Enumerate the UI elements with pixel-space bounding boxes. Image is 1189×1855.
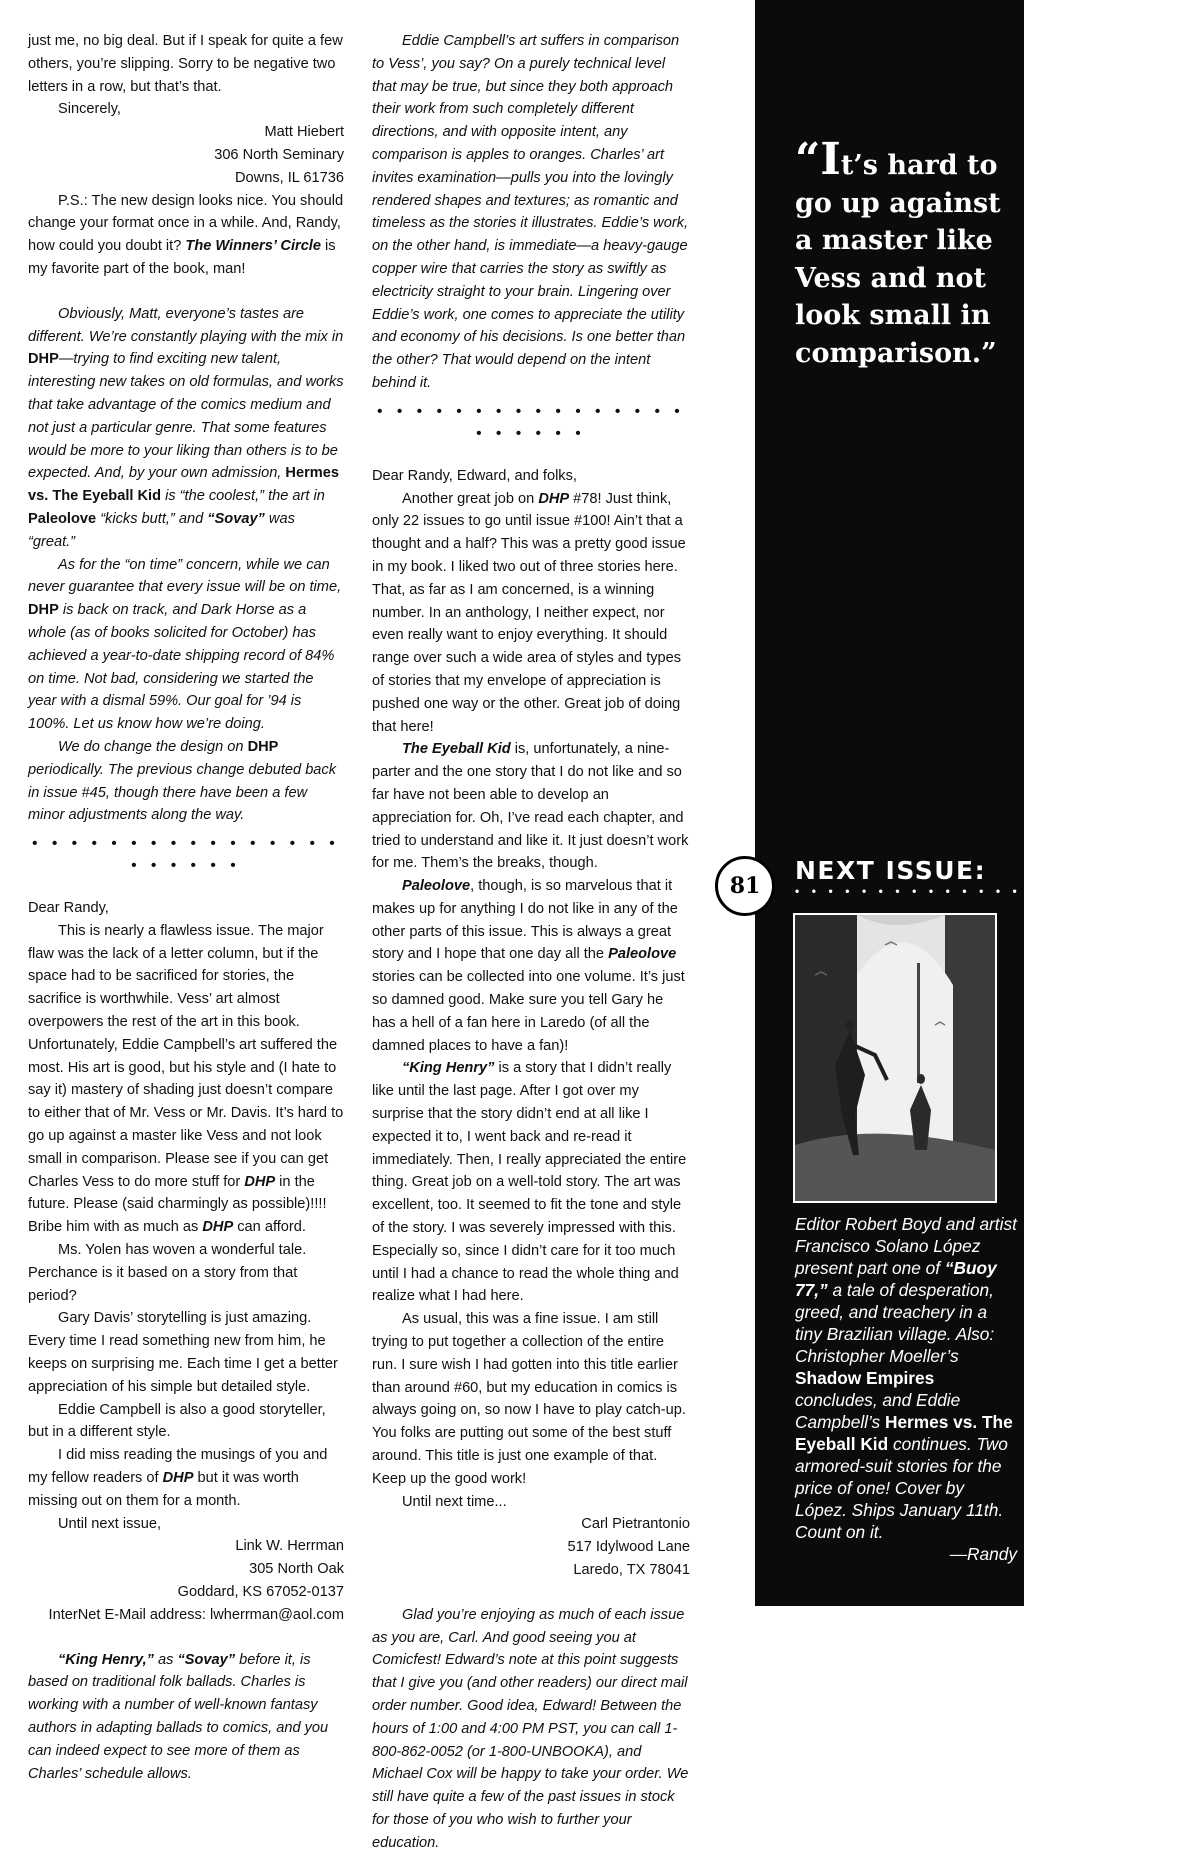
blurb-signature: —Randy <box>949 1544 1017 1564</box>
letter-greeting: Dear Randy, <box>28 900 109 917</box>
letter-text: Ms. Yolen has woven a wonderful tale. Perchance is it based on a story from that period? <box>28 1242 307 1304</box>
sidebar <box>729 0 1189 1606</box>
letters-column-right <box>372 30 690 1855</box>
letter-text: Another great job on DHP #78! Just think, only 22 issues to go until issue #100! Ain’t that a thought and a half? This was a pretty good issue in my book. I liked two out of three stories here. That, as far as I am concerned, is a winning number. In an anthology, I neither expect, nor even really want to enjoy everything. It should range over such a wide area of styles and types of stories that my envelope of appreciation is pushed one way or the other. Great job of doing that here! <box>372 490 686 735</box>
letter-text: I did miss reading the musings of you and my fellow readers of DHP but it was worth missing out on them for a month. <box>28 1447 328 1509</box>
editor-reply: We do change the design on DHP periodically. The previous change debuted back in issue #45, though there have been a few minor adjustments along the way. <box>28 738 337 824</box>
signature-address: Laredo, TX 78041 <box>573 1562 690 1578</box>
signature-address: Goddard, KS 67052-0137 <box>177 1584 344 1600</box>
letter-text: This is nearly a flawless issue. The major flaw was the lack of a letter column, but if the space had to be sacrificed for stories, the sacrifice is worthwhile. Vess’ art almost overpowers the rest of the art in this book. Unfortunately, Eddie Campbell’s art suffered the most. His art is good, but his style and (I hate to say it) mastery of shading just doesn’t compare to either that of Mr. Vess or Mr. Davis. It’s hard to go up against a master like Vess and not look small in comparison. Please see if you can get Charles Vess to do more stuff for DHP in the future. Please (said charmingly as possible)!!!! Bribe him with as much as DHP can afford. <box>28 922 344 1236</box>
dotted-separator: • • • • • • • • • • • • • • • • • • • • • • <box>377 402 685 442</box>
letter-closing: Until next issue, <box>58 1515 162 1532</box>
letter-text: Gary Davis’ storytelling is just amazing. Every time I read something new from him, he keeps on surprising me. Each time I get a better appreciation of his simple but detailed style. <box>28 1310 338 1395</box>
letter-text: The Eyeball Kid is, unfortunately, a nine-parter and the one story that I do not like and so far have not been able to develop an appreciation for. Oh, I’ve read each chapter, and tried to understand and like it. It just doesn’t work for me. Them’s the breaks, though. <box>372 741 689 872</box>
letters-column-left <box>28 30 344 1785</box>
letter-greeting: Dear Randy, Edward, and folks, <box>372 467 577 484</box>
letter-text: “King Henry” is a story that I didn’t really like until the last page. After I got over my surprise that the story didn’t end at all like I expected it to, I went back and re-read it immediately. Then, I really appreciated the entire thing. Great job on a well-told story. The art was excellent, too. It seemed to fit the tone and style of the story. I was severely impressed with this. Especially so, since I didn’t care for it too much until I had a chance to read the whole thing and realize what I had here. <box>372 1060 687 1305</box>
signature-email: InterNet E-Mail address: lwherrman@aol.com <box>48 1606 344 1623</box>
editor-reply: Obviously, Matt, everyone’s tastes are different. We’re constantly playing with the mix in DHP—trying to find exciting new talent, interesting new takes on old formulas, and works that take advantage of the comics medium and not just a particular genre. That some features would be more to your liking than others is to be expected. And, by your own admission, Hermes vs. The Eyeball Kid is “the coolest,” the art in Paleolove “kicks butt,” and “Sovay” was “great.” <box>28 305 344 550</box>
letter-postscript: P.S.: The new design looks nice. You should change your format once in a while. And, Randy, how could you doubt it? The Winners’ Circle is my favorite part of the book, man! <box>28 192 344 277</box>
signature-name: Link W. Herrman <box>235 1538 344 1555</box>
editor-reply: “King Henry,” as “Sovay” before it, is based on traditional folk ballads. Charles is working with a number of well-known fantasy authors in adapting ballads to comics, and you can indeed expect to see more of them as Charles’ schedule allows. <box>28 1651 329 1782</box>
letter-text: Paleolove, though, is so marvelous that it makes up for anything I do not like in any of the other parts of this issue. This is always a great story and I hope that one day all the Paleolove stories can be collected into one volume. It’s just so damned good. Make sure you tell Gary he has a hell of a fan here in Laredo (of all the damned places to have a fan)! <box>372 878 685 1054</box>
next-issue-blurb: Editor Robert Boyd and artist Francisco Solano López present part one of “Buoy 77,” a tale of desperation, greed, and treachery in a tiny Brazilian village. Also: Christopher Moeller’s Shadow Empires concludes, and Eddie Campbell’s Hermes vs. The Eyeball Kid continues. Two armored-suit stories for the price of one! Cover by López. Ships January 11th. Count on it. —Randy <box>795 1214 1017 1564</box>
cover-illustration <box>795 915 995 1201</box>
signature-name: Carl Pietrantonio <box>581 1516 690 1533</box>
letter-text: Eddie Campbell is also a good storyteller, but in a different style. <box>28 1401 326 1441</box>
signature-address: 305 North Oak <box>249 1561 344 1578</box>
pull-quote: “It’s hard to go up against a master like Vess and not look small in comparison.” <box>795 134 1001 369</box>
editor-reply: Eddie Campbell’s art suffers in comparison to Vess’, you say? On a purely technical level that may be true, but since they both approach their work from such completely different directions, and with opposite intent, any comparison is apples to oranges. Charles’ art invites examination—pulls you into the lovingly rendered shapes and textures; as romantic and timeless as the stories it illustrates. Eddie’s work, on the other hand, is immediate—a heavy-gauge copper wire that carries the story as swiftly as electricity straight to your brain. Lingering over Eddie’s work, one comes to appreciate the utility and economy of his decisions. Is one better than the other? That would depend on the intent behind it. <box>372 33 689 391</box>
letter-closing: Until next time... <box>402 1493 507 1510</box>
dotted-separator: • • • • • • • • • • • • • • • • • • • • • • • • <box>795 884 1189 898</box>
letter-text: As usual, this was a fine issue. I am still trying to put together a collection of the entire run. I sure wish I had gotten into this title earlier than around #60, but my education in comics is always going on, so now I have to play catch-up. You folks are putting out some of the best stuff around. This title is just one example of that. Keep up the good work! <box>372 1311 686 1487</box>
signature-address: 517 Idylwood Lane <box>567 1539 690 1556</box>
signature-name: Matt Hiebert <box>264 124 344 141</box>
signature-address: Downs, IL 61736 <box>235 169 344 186</box>
letter-closing: Sincerely, <box>58 101 121 118</box>
editor-reply: Glad you’re enjoying as much of each issue as you are, Carl. And good seeing you at Comicfest! Edward’s note at this point suggests that I give you (and other readers) our direct mail order number. Good idea, Edward! Between the hours of 1:00 and 4:00 PM PST, you can call 1-800-862-0052 (or 1-800-UNBOOKA), and Michael Cox will be happy to take your order. We still have quite a few of the past issues in stock for those of you who wish to further your education. <box>372 1606 689 1851</box>
next-issue-cover-image <box>793 913 997 1203</box>
editor-reply: As for the “on time” concern, while we can never guarantee that every issue will be on time, DHP is back on track, and Dark Horse as a whole (as of books solicited for October) has achieved a year-to-date shipping record of 84% on time. Not bad, considering we started the year with a dismal 59%. Our goal for ’94 is 100%. Let us know how we’re doing. <box>28 556 342 733</box>
next-issue-heading: NEXT ISSUE: <box>795 856 987 885</box>
signature-address: 306 North Seminary <box>214 146 344 163</box>
letter-text: just me, no big deal. But if I speak for quite a few others, you’re slipping. Sorry to be negative two letters in a row, but that’s that. <box>28 33 343 95</box>
dotted-separator: • • • • • • • • • • • • • • • • • • • • • • <box>32 835 340 875</box>
page-number-badge: 81 <box>715 856 775 916</box>
